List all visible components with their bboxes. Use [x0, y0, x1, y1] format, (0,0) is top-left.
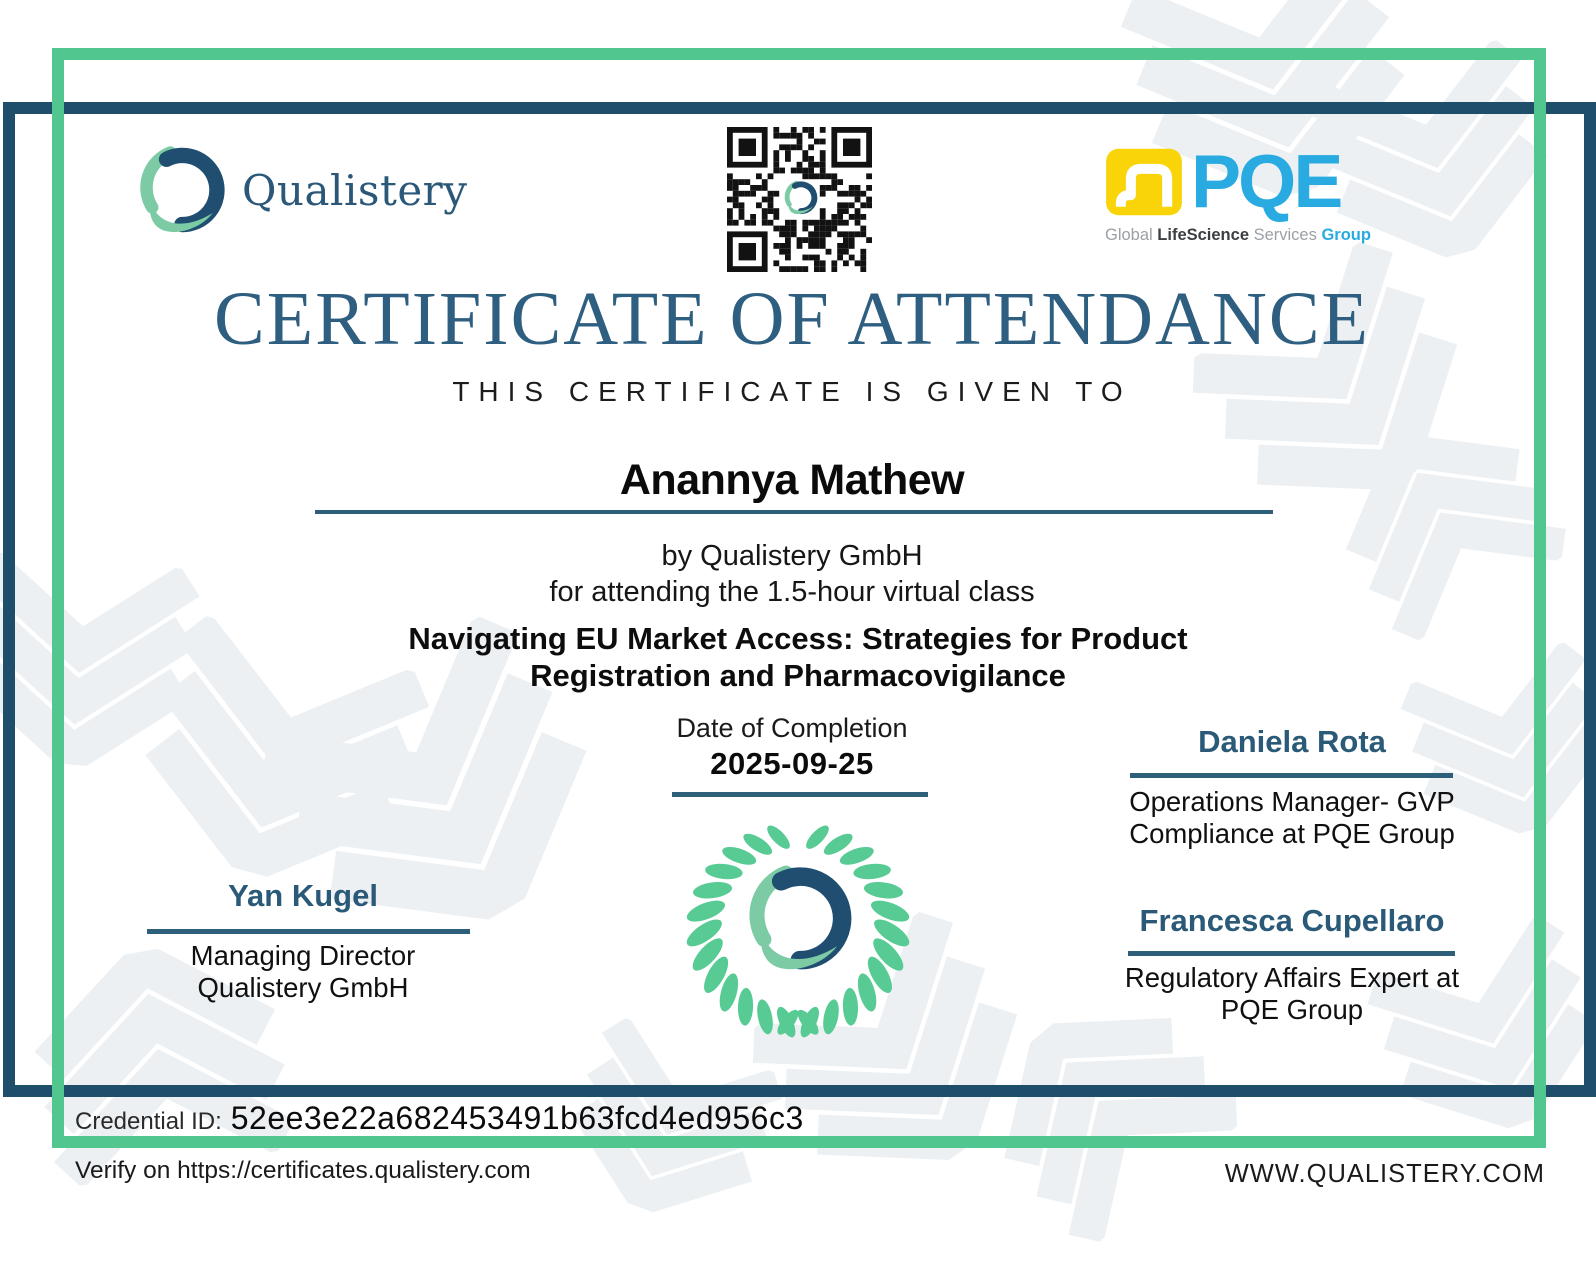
date-underline [672, 792, 928, 797]
qualistery-wordmark: Qualistery [242, 165, 468, 215]
signatory-role [1091, 786, 1493, 850]
course-title-line-2: Registration and Pharmacovigilance [530, 658, 1066, 693]
signatory-role-line-1: Operations Manager- GVP [1129, 786, 1455, 817]
pqe-icon [1105, 148, 1183, 216]
signatory-role-line-2: PQE Group [1220, 994, 1364, 1025]
signature-block-daniela-rota [1091, 724, 1493, 760]
laurel-badge [666, 816, 930, 1048]
issuer-line-2: for attending the 1.5-hour virtual class [549, 576, 1035, 608]
credential-id: 52ee3e22a682453491b63fcd4ed956c3 [230, 1100, 804, 1136]
signatory-role-line-1: Managing Director [190, 940, 416, 971]
pqe-logo [1105, 139, 1371, 245]
pqe-tagline [1105, 226, 1371, 245]
pqe-tag-lifescience: LifeScience [1157, 226, 1249, 244]
pqe-tag-services: Services [1249, 226, 1322, 244]
signatory-role-line-1: Regulatory Affairs Expert at [1124, 962, 1460, 993]
signature-underline [1128, 951, 1455, 956]
signatory-role-line-2: Compliance at PQE Group [1129, 818, 1455, 849]
signature-block-yan-kugel [103, 878, 503, 914]
certificate-subtitle: THIS CERTIFICATE IS GIVEN TO [452, 376, 1132, 407]
qualistery-q-icon [132, 142, 228, 238]
completion-label: Date of Completion [676, 713, 908, 743]
signatory-role [1091, 962, 1493, 1026]
course-title [308, 620, 1288, 694]
signatory-name: Yan Kugel [228, 878, 378, 913]
credential-row [75, 1100, 804, 1137]
issuer-line-1: by Qualistery GmbH [661, 540, 923, 572]
signature-underline [1130, 773, 1453, 778]
website-link: WWW.QUALISTERY.COM [1224, 1160, 1545, 1188]
pqe-wordmark: PQE [1191, 139, 1341, 223]
recipient-name: Anannya Mathew [619, 456, 965, 504]
laurel-wreath [683, 822, 914, 1040]
pqe-tag-group: Group [1321, 226, 1371, 244]
course-title-line-1: Navigating EU Market Access: Strategies for Product [408, 621, 1188, 656]
signatory-name: Daniela Rota [1198, 724, 1386, 759]
signature-underline [147, 929, 470, 934]
signature-block-francesca-cupellaro [1091, 903, 1493, 939]
recipient-underline [315, 510, 1273, 514]
qr-code [727, 127, 872, 272]
issuer-lines [0, 538, 1584, 610]
laurel-q-icon [757, 873, 842, 969]
signatory-name: Francesca Cupellaro [1139, 903, 1445, 938]
pqe-tag-global: Global [1105, 226, 1158, 244]
completion-date: 2025-09-25 [710, 746, 874, 781]
verify-link: Verify on https://certificates.qualistery.com [75, 1157, 531, 1184]
credential-label: Credential ID: [75, 1108, 222, 1135]
signatory-role [103, 940, 503, 1004]
qualistery-logo [132, 142, 467, 238]
signatory-role-line-2: Qualistery GmbH [197, 972, 409, 1003]
certificate-title: CERTIFICATE OF ATTENDANCE [214, 277, 1370, 361]
